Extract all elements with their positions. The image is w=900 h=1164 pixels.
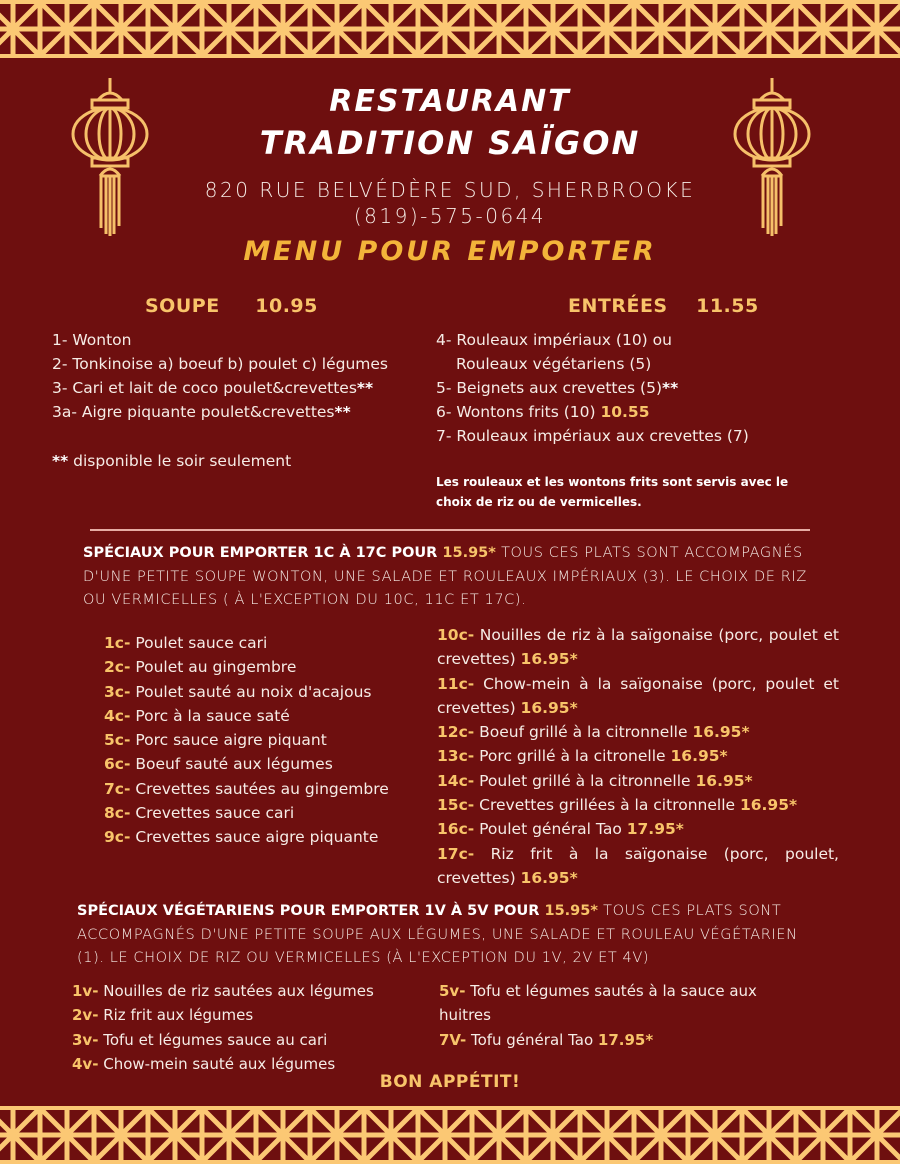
soupe-item: 1- Wonton <box>52 331 132 349</box>
entrees-title: ENTRÉES <box>568 295 668 317</box>
entree-item: Rouleaux végétariens (5) <box>456 355 652 373</box>
entree-item: 4- Rouleaux impériaux (10) ou <box>436 331 672 349</box>
entrees-price: 11.55 <box>696 295 759 317</box>
special-item: 16c- Poulet général Tao 17.95* <box>437 820 684 839</box>
soupe-price: 10.95 <box>255 295 318 317</box>
special-item: 15c- Crevettes grillées à la citronnelle 16.95* <box>437 796 798 815</box>
vegetarian-description: SPÉCIAUX VÉGÉTARIENS POUR EMPORTER 1V À 5V POUR 15.95* TOUS CES PLATS SONT ACCOMPAGNÉS D'UNE PETITE SOUPE AUX LÉGUMES, UNE SALADE ET ROULEAU VÉGÉTARIEN (1). LE CHOIX DE RIZ OU VERMICELLES (À L'EXCEPTION DU 1V, 2V ET 4V) <box>77 903 798 966</box>
closing-message: BON APPÉTIT! <box>379 1072 521 1092</box>
entrees-note: Les rouleaux et les wontons frits sont servis avec le choix de riz ou de vermicelles. <box>436 475 789 509</box>
special-item: 17c- Riz frit à la saïgonaise (porc, poulet, crevettes) 16.95* <box>437 844 839 887</box>
soupe-availability-note: ** disponible le soir seulement <box>52 452 292 470</box>
special-item: 8c- Crevettes sauce cari <box>104 804 295 823</box>
special-item: 12c- Boeuf grillé à la citronnelle 16.95* <box>437 723 750 742</box>
soupe-item: 2- Tonkinoise a) boeuf b) poulet c) légumes <box>52 355 389 373</box>
special-item: 4c- Porc à la sauce saté <box>104 706 290 725</box>
vegetarian-item: 7V- Tofu général Tao 17.95* <box>439 1030 654 1049</box>
vegetarian-item: 1v- Nouilles de riz sautées aux légumes <box>72 982 374 1000</box>
special-item: 5c- Porc sauce aigre piquant <box>104 731 327 750</box>
vegetarian-item: 2v- Riz frit aux légumes <box>72 1006 254 1025</box>
special-item: 1c- Poulet sauce cari <box>104 634 268 652</box>
special-item: 10c- Nouilles de riz à la saïgonaise (porc, poulet et crevettes) 16.95* <box>437 626 839 669</box>
soupe-title: SOUPE <box>145 295 220 317</box>
entree-item: 6- Wontons frits (10) 10.55 <box>436 403 650 421</box>
restaurant-phone: (819)-575-0644 <box>353 204 547 228</box>
special-item: 2c- Poulet au gingembre <box>104 658 297 677</box>
section-divider <box>90 529 810 531</box>
restaurant-title-line2: TRADITION SAÏGON <box>259 124 641 162</box>
special-item: 11c- Chow-mein à la saïgonaise (porc, poulet et crevettes) 16.95* <box>437 674 839 717</box>
restaurant-title-line1: RESTAURANT <box>329 84 571 119</box>
special-item: 14c- Poulet grillé à la citronnelle 16.95* <box>437 771 753 790</box>
entrees-heading <box>568 295 759 317</box>
special-item: 9c- Crevettes sauce aigre piquante <box>104 828 379 847</box>
special-item: 6c- Boeuf sauté aux légumes <box>104 755 333 774</box>
soupe-list <box>52 328 388 424</box>
restaurant-address: 820 RUE BELVÉDÈRE SUD, SHERBROOKE <box>204 178 696 202</box>
soupe-item: 3a- Aigre piquante poulet&crevettes** <box>52 403 351 421</box>
vegetarian-list-left <box>72 979 374 1076</box>
soupe-item: 3- Cari et lait de coco poulet&crevettes** <box>52 379 374 397</box>
specials-list-left <box>104 631 389 850</box>
special-item: 13c- Porc grillé à la citronelle 16.95* <box>437 747 728 766</box>
top-lattice-border <box>0 0 900 58</box>
menu-subtitle: MENU POUR EMPORTER <box>243 236 657 267</box>
specials-list-right <box>437 623 839 890</box>
entree-item: 5- Beignets aux crevettes (5)** <box>436 379 679 397</box>
entree-item: 7- Rouleaux impériaux aux crevettes (7) <box>436 427 749 445</box>
special-item: 7c- Crevettes sautées au gingembre <box>104 779 389 798</box>
specials-description: SPÉCIAUX POUR EMPORTER 1C À 17C POUR 15.95* TOUS CES PLATS SONT ACCOMPAGNÉS D'UNE PETITE SOUPE WONTON, UNE SALADE ET ROULEAUX IMPÉRIAUX (3). LE CHOIX DE RIZ OU VERMICELLES ( À L'EXCEPTION DU 10C, 11C ET 17C). <box>83 545 807 608</box>
vegetarian-list-right <box>439 979 774 1052</box>
vegetarian-item: 5v- Tofu et légumes sautés à la sauce aux huitres <box>439 982 757 1025</box>
bottom-lattice-border <box>0 1106 900 1164</box>
vegetarian-item: 3v- Tofu et légumes sauce au cari <box>72 1030 328 1049</box>
lattice-pattern-icon <box>0 1106 900 1164</box>
soupe-heading <box>145 295 318 317</box>
entrees-list <box>436 328 749 448</box>
lattice-pattern-icon <box>0 0 900 58</box>
special-item: 3c- Poulet sauté au noix d'acajous <box>104 682 372 701</box>
vegetarian-item: 4v- Chow-mein sauté aux légumes <box>72 1054 336 1073</box>
